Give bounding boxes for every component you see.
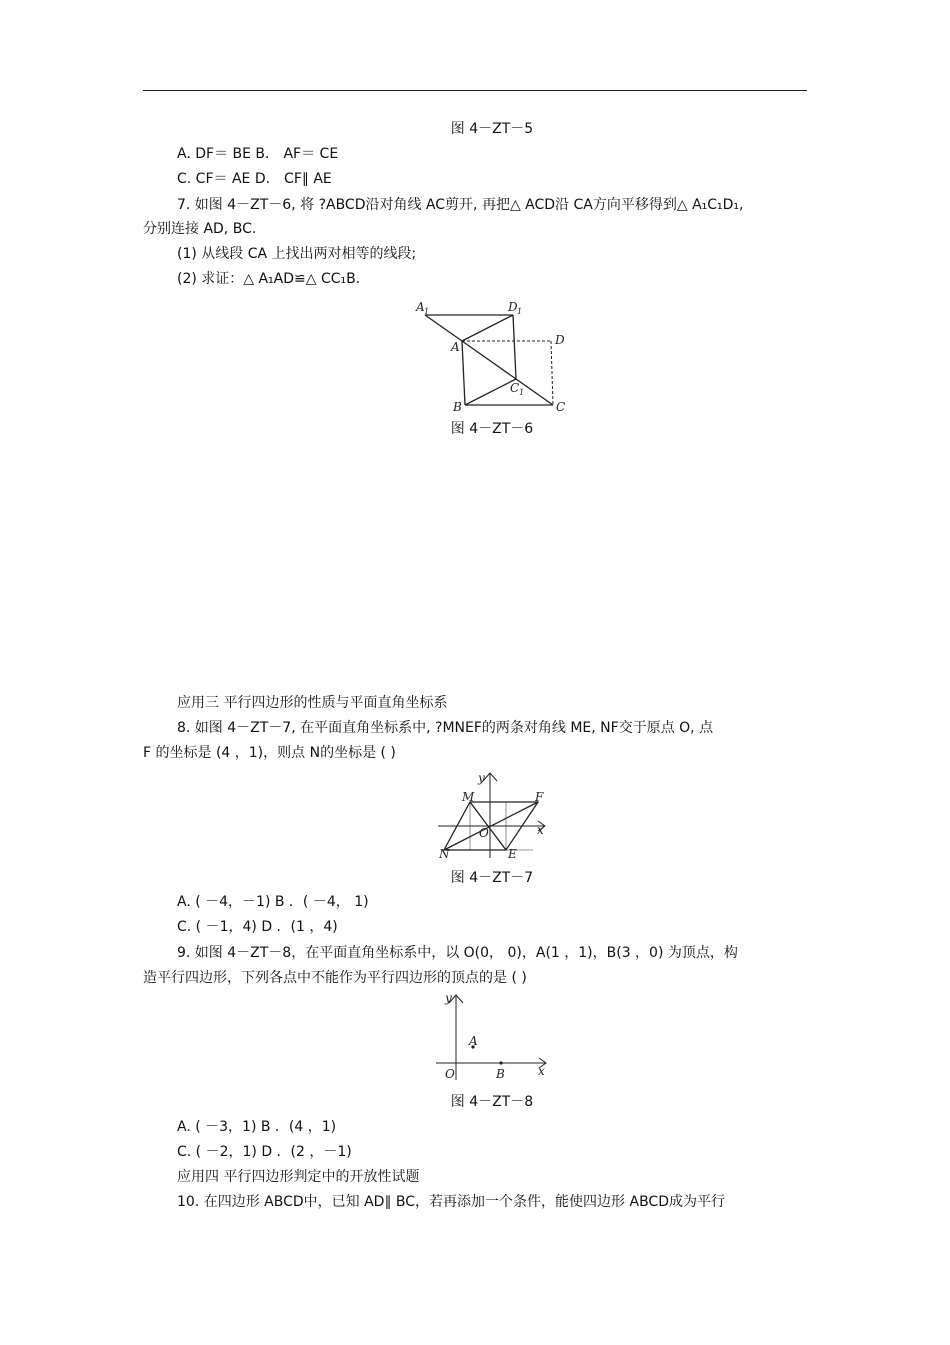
q6-options-ab: A. DF＝ BE B． AF＝ CE bbox=[177, 146, 339, 162]
label-x: x bbox=[538, 1064, 545, 1078]
q7-stem-line2: 分别连接 AD, BC. bbox=[143, 221, 257, 237]
label-D1: D bbox=[508, 300, 518, 314]
label-F: F bbox=[535, 790, 544, 804]
figure-caption-5: 图 4－ZT－5 bbox=[450, 121, 534, 137]
label-A: A bbox=[469, 1034, 478, 1048]
label-A1-sub: 1 bbox=[424, 307, 430, 316]
figure-caption-8: 图 4－ZT－8 bbox=[450, 1094, 534, 1110]
q8-options-ab: A. ( －4，－1) B ．( －4， 1) bbox=[177, 894, 369, 910]
header-rule bbox=[143, 90, 807, 91]
q9-options-ab: A. ( －3，1) B ．(4 ，1) bbox=[177, 1119, 337, 1135]
q9-stem-line2: 造平行四边形，下列各点中不能作为平行四边形的顶点的是 ( ) bbox=[143, 970, 527, 986]
section-3-heading: 应用三 平行四边形的性质与平面直角坐标系 bbox=[177, 695, 448, 711]
label-x: x bbox=[537, 823, 544, 837]
label-C: C bbox=[556, 400, 566, 414]
label-C1-sub: 1 bbox=[519, 388, 525, 397]
label-y: y bbox=[478, 771, 485, 785]
point-B bbox=[499, 1061, 502, 1064]
label-M: M bbox=[462, 790, 475, 804]
q8-options-cd: C. ( －1，4) D ．(1 ，4) bbox=[177, 919, 338, 935]
q7-stem-line1: 7. 如图 4－ZT－6, 将 ?ABCD沿对角线 AC剪开, 再把△ ACD沿 CA方向平移得到△ A₁C₁D₁, bbox=[177, 197, 744, 213]
label-O: O bbox=[445, 1067, 455, 1081]
label-C1: C bbox=[510, 381, 520, 395]
q10-stem-line1: 10. 在四边形 ABCD中，已知 AD∥ BC，若再添加一个条件，能使四边形 ABCD成为平行 bbox=[177, 1194, 725, 1210]
label-A1: A bbox=[416, 300, 425, 314]
figure-caption-7: 图 4－ZT－7 bbox=[450, 870, 534, 886]
section-4-heading: 应用四 平行四边形判定中的开放性试题 bbox=[177, 1169, 420, 1185]
label-y: y bbox=[445, 991, 452, 1005]
figure-4-zt-6 bbox=[410, 295, 580, 420]
figure-4-zt-7 bbox=[430, 768, 555, 860]
q6-options-cd: C. CF＝ AE D． CF∥ AE bbox=[177, 171, 332, 187]
label-D1-sub: 1 bbox=[517, 307, 523, 316]
q8-stem-line1: 8. 如图 4－ZT－7, 在平面直角坐标系中, ?MNEF的两条对角线 ME, NF交于原点 O, 点 bbox=[177, 720, 714, 736]
q7-part2: (2) 求证：△ A₁AD≌△ CC₁B. bbox=[177, 271, 361, 287]
q9-stem-line1: 9. 如图 4－ZT－8，在平面直角坐标系中，以 O(0， 0)，A(1 ，1)，B(3 ，0) 为顶点，构 bbox=[177, 945, 738, 961]
figure-4-zt-8 bbox=[430, 990, 555, 1082]
q8-stem-line2: F 的坐标是 (4 ，1)，则点 N的坐标是 ( ) bbox=[143, 745, 396, 761]
q7-part1: (1) 从线段 CA 上找出两对相等的线段; bbox=[177, 246, 417, 262]
label-D: D bbox=[555, 333, 565, 347]
label-B: B bbox=[453, 400, 462, 414]
label-O: O bbox=[479, 826, 489, 840]
figure-caption-6: 图 4－ZT－6 bbox=[450, 421, 534, 437]
label-N: N bbox=[439, 847, 450, 860]
label-E: E bbox=[508, 847, 517, 860]
label-B: B bbox=[496, 1067, 505, 1081]
q9-options-cd: C. ( －2，1) D ．(2 ，－1) bbox=[177, 1144, 352, 1160]
label-A: A bbox=[451, 340, 460, 354]
